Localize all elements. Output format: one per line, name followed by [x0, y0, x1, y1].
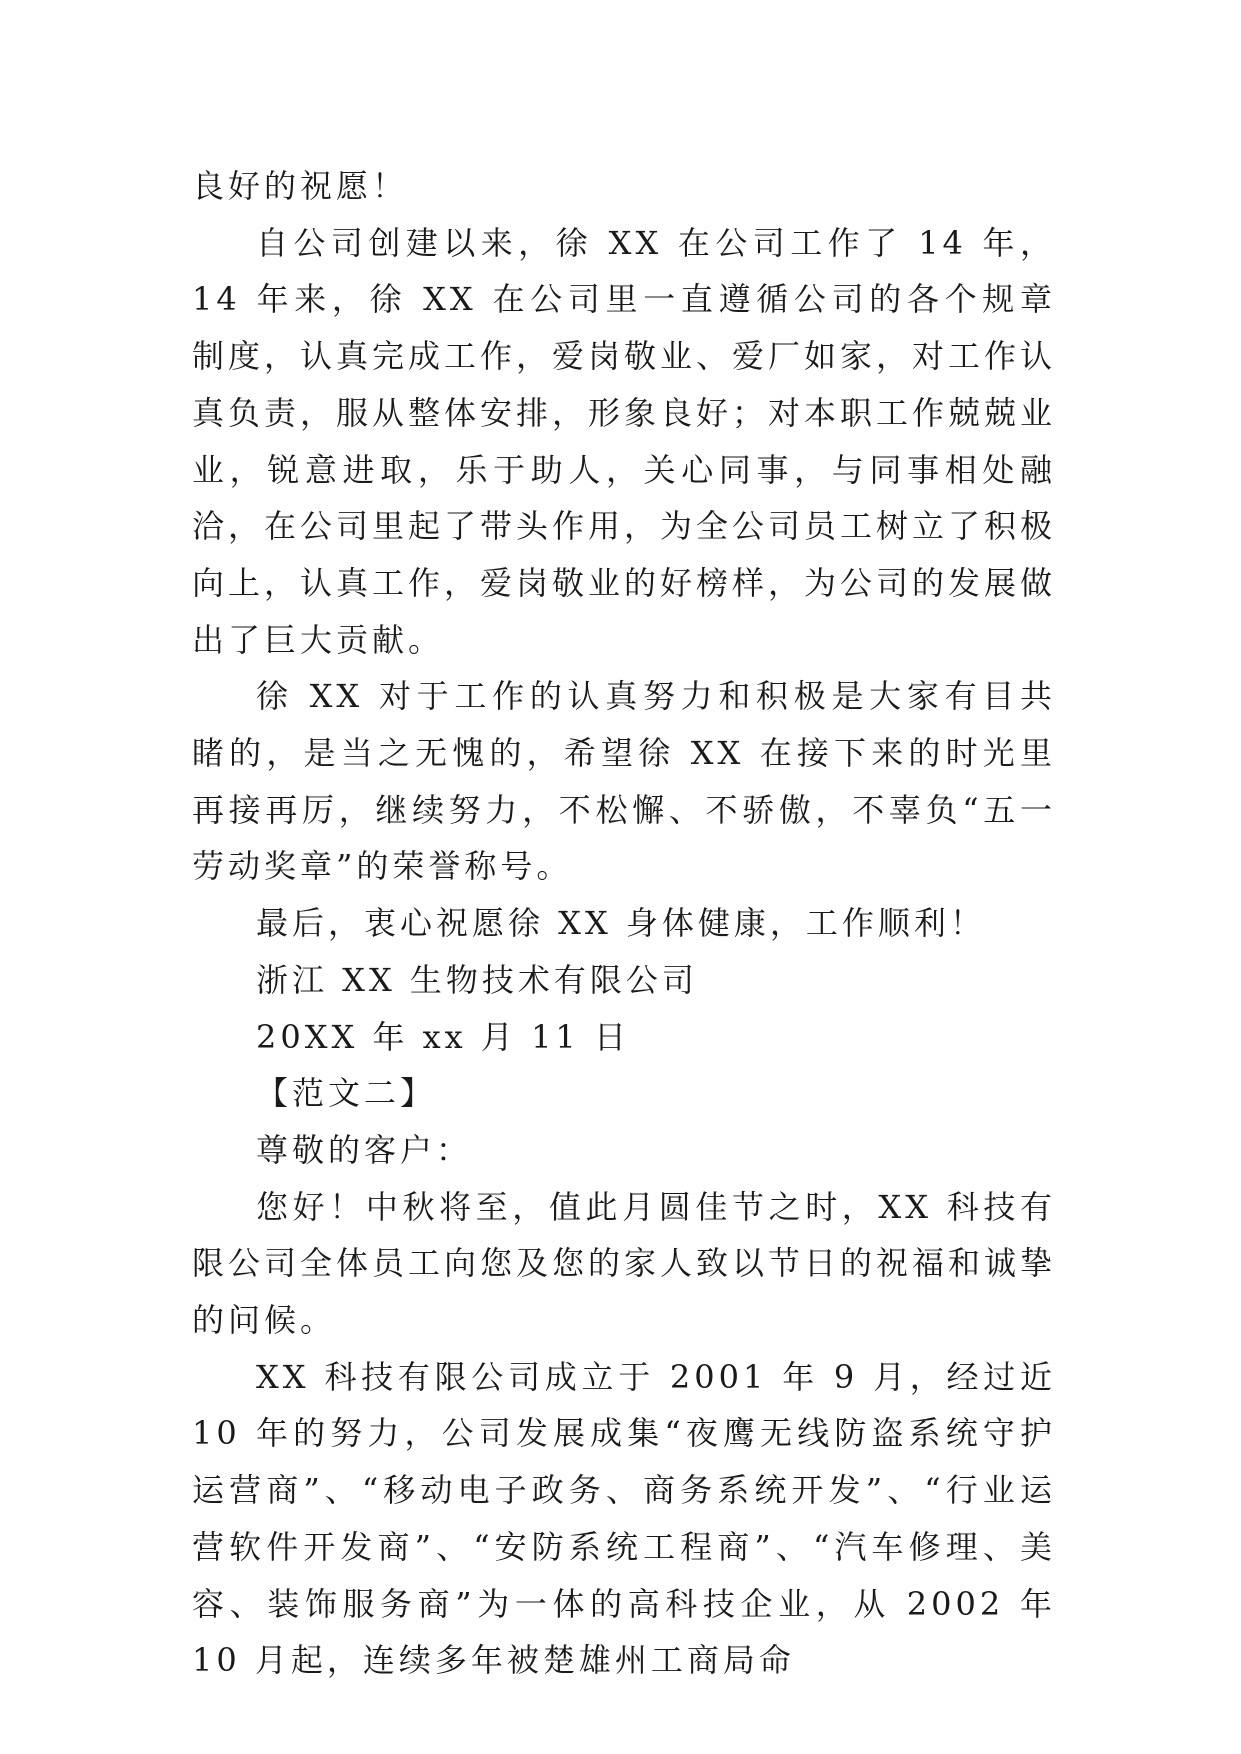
- paragraph-closing-wish: 良好的祝愿！: [192, 167, 409, 205]
- signature-date: 20XX 年 xx 月 11 日: [256, 1017, 630, 1056]
- paragraph-employee-record: 自公司创建以来，徐 XX 在公司工作了 14 年，14 年来，徐 XX 在公司里一直遵循公司的各个规章制度，认真完成工作，爱岗敬业、爱厂如家，对工作认真负责，服从整体安排，形象良好；对本职工作兢兢业业，锐意进取，乐于助人，关心同事，与同事相处融洽，在公司里起了带头作用，为全公司员工树立了积极向上，认真工作，爱岗敬业的好榜样，为公司的发展做出了巨大贡献。: [192, 223, 1057, 659]
- document-body: [192, 158, 1056, 1689]
- paragraph-company-intro: XX 科技有限公司成立于 2001 年 9 月，经过近 10 年的努力，公司发展成集“夜鹰无线防盗系统守护运营商”、“移动电子政务、商务系统开发”、“行业运营软件开发商”、“安防系统工程商”、“汽车修理、美容、装饰服务商”为一体的高科技企业，从 2002 年 10 月起，连续多年被楚雄州工商局命: [192, 1357, 1056, 1680]
- section-heading-sample-two: 【范文二】: [256, 1074, 437, 1113]
- salutation: 尊敬的客户：: [256, 1130, 473, 1169]
- paragraph-final-blessing: 最后，衷心祝愿徐 XX 身体健康，工作顺利！: [256, 904, 986, 943]
- paragraph-employee-praise: 徐 XX 对于工作的认真努力和积极是大家有目共睹的，是当之无愧的，希望徐 XX 在接下来的时光里再接再厉，继续努力，不松懈、不骄傲，不辜负“五一劳动奖章”的荣誉称号。: [192, 677, 1056, 886]
- paragraph-greeting: 您好！中秋将至，值此月圆佳节之时，XX 科技有限公司全体员工向您及您的家人致以节日的祝福和诚挚的问候。: [192, 1187, 1057, 1340]
- signature-company: 浙江 XX 生物技术有限公司: [256, 960, 698, 999]
